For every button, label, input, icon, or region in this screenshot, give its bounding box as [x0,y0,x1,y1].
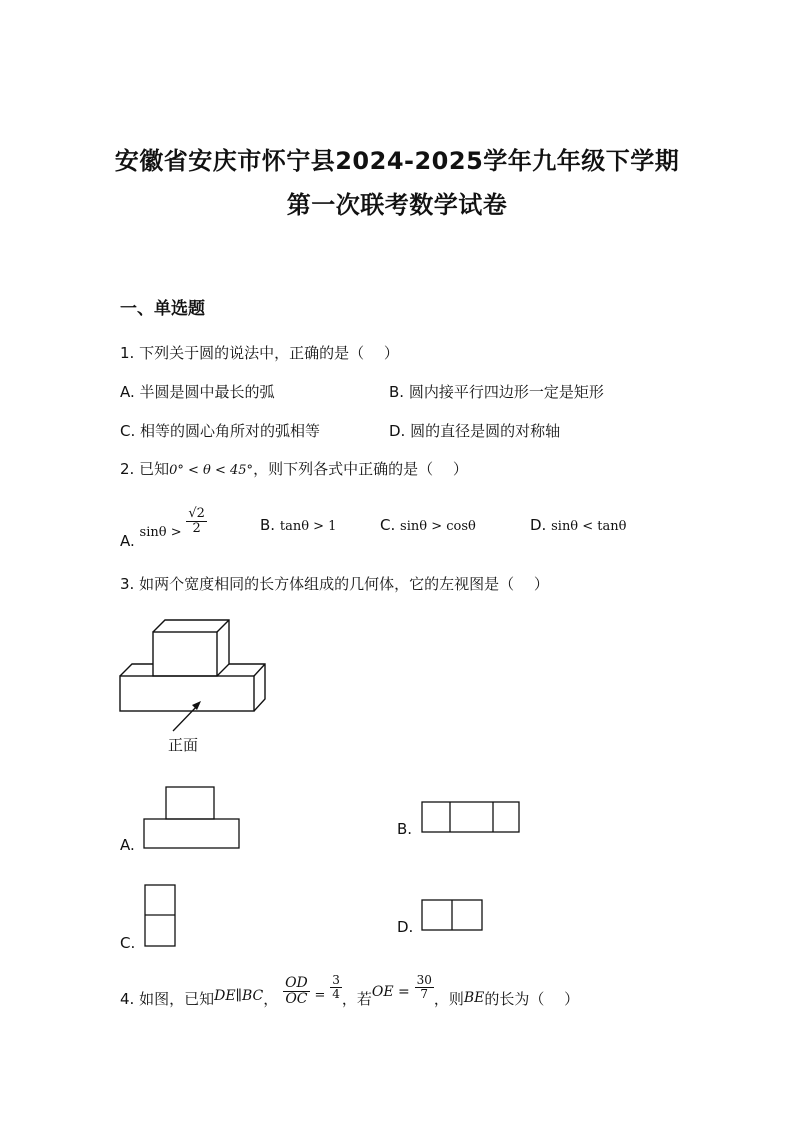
q2-option-a-expr: sinθ > [139,524,182,540]
q2-option-a-fraction [186,507,207,535]
q1-option-b[interactable]: B. 圆内接平行四边形一定是矩形 [389,383,604,401]
q1-stem: 1. 下列关于圆的说法中，正确的是（ ） [120,344,399,362]
q3-option-b-view[interactable] [421,801,521,835]
q3-top-block-front [153,632,217,676]
q1-option-d[interactable]: D. 圆的直径是圆的对称轴 [389,422,561,440]
q2-option-a-numerator: √2 [188,506,205,521]
q3-option-a-view[interactable] [142,786,242,850]
q4-oe-expr: OE = [371,983,410,1000]
page-title-line2: 第一次联考数学试卷 [286,191,508,219]
q2-option-d-expr: sinθ < tanθ [551,519,627,534]
q4-equals: = [314,987,326,1003]
q3-option-b-label[interactable]: B. [397,820,413,838]
q2-option-b-expr: tanθ > 1 [279,519,337,534]
q2-option-c-expr: sinθ > cosθ [400,519,476,534]
q3-option-a-label[interactable]: A. [120,836,135,854]
q2-stem [120,458,468,479]
q2-option-d[interactable] [530,516,626,534]
section-heading: 一、单选题 [120,299,205,319]
q3-stem: 3. 如两个宽度相同的长方体组成的几何体，它的左视图是（ ） [120,575,549,593]
q4-stem [120,973,580,1008]
q2-option-b-label: B. [260,516,276,534]
q4-be: BE [463,989,485,1006]
q3-front-arrow-icon [170,698,210,734]
q4-ratio-numerator: OD [285,975,308,991]
page-title-line1: 安徽省安庆市怀宁县2024-2025学年九年级下学期 [114,147,680,175]
q3-option-d-view[interactable] [421,899,485,933]
q1-option-c[interactable]: C. 相等的圆心角所对的弧相等 [120,422,321,440]
q4-oe-value [415,974,434,1000]
q2-option-a-denominator: 2 [192,520,201,536]
q3-front-label: 正面 [168,736,199,754]
q2-option-a-label: A. [120,531,135,550]
q1-option-a[interactable]: A. 半圆是圆中最长的弧 [120,383,275,401]
q4-stem-prefix: 4. 如图，已知 [120,989,215,1008]
q4-stem-suffix: 的长为（ ） [484,989,580,1008]
q4-ratio-denominator: OC [285,990,308,1007]
q4-ratio-fraction [283,976,310,1006]
q4-separator-2: ，若 [341,989,372,1008]
q4-ratio-value-denominator: 4 [332,986,340,1001]
q2-option-c[interactable] [380,516,476,534]
q2-option-c-label: C. [380,516,396,534]
q4-separator-3: ，则 [433,989,464,1008]
q4-parallel-condition: DE∥BC [214,987,264,1004]
q2-condition: 0° < θ < 45° [169,463,254,478]
q4-ratio-value-numerator: 3 [332,973,340,988]
q4-oe-numerator: 30 [416,973,432,988]
q3-option-c-view[interactable] [144,884,178,948]
q4-oe-denominator: 7 [420,986,429,1001]
q2-option-d-label: D. [530,516,547,534]
q2-stem-suffix: ，则下列各式中正确的是（ ） [253,460,468,478]
q3-option-d-label[interactable]: D. [397,918,414,936]
q4-separator-1: ， [263,989,279,1008]
q2-option-b[interactable] [260,516,336,534]
q3-option-c-label[interactable]: C. [120,934,136,952]
q2-option-a[interactable] [120,505,207,550]
q4-ratio-value [330,974,342,1000]
q2-stem-prefix: 2. 已知 [120,460,170,478]
